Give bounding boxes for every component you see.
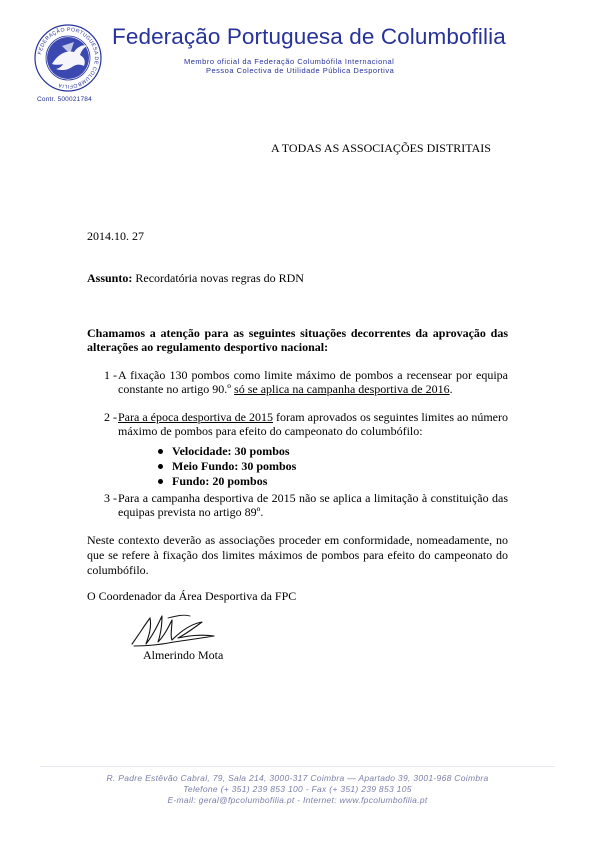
recipient-line: A TODAS AS ASSOCIAÇÕES DISTRITAIS xyxy=(271,141,491,155)
organization-subtitle-1: Membro oficial da Federação Columbófila Internacional xyxy=(184,57,395,66)
signer-name: Almerindo Mota xyxy=(143,648,224,662)
subject-label: Assunto: xyxy=(87,271,133,285)
federation-logo xyxy=(34,24,102,92)
list-item xyxy=(104,368,508,396)
subject-line xyxy=(87,271,304,286)
organization-name: Federação Portuguesa de Columbofilia xyxy=(112,24,506,49)
handwritten-signature xyxy=(128,606,228,650)
limit-fundo: Fundo: 20 pombos xyxy=(158,474,296,489)
footer-phone: Telefone (+ 351) 239 853 100 - Fax (+ 351) 239 853 105 xyxy=(183,784,412,794)
list-item xyxy=(104,410,508,438)
intro-paragraph: Chamamos a atenção para as seguintes situações decorrentes da aprovação das alterações ao regulamento desportivo nacional: xyxy=(87,326,508,354)
footer-divider xyxy=(40,766,555,767)
limit-velocidade: Velocidade: 30 pombos xyxy=(158,444,296,459)
subject-text: Recordatória novas regras do RDN xyxy=(132,271,304,285)
limit-meio-fundo: Meio Fundo: 30 pombos xyxy=(158,459,296,474)
logo-ring-text: FEDERAÇÃO PORTUGUESA DE COLUMBOFILIA xyxy=(37,26,100,90)
closing-line: O Coordenador da Área Desportiva da FPC xyxy=(87,589,297,603)
footer-address: R. Padre Estêvão Cabral, 79, Sala 214, 3000-317 Coimbra — Apartado 39, 3001-968 Coimbra xyxy=(106,773,489,783)
item-text: Para a campanha desportiva de 2015 não se aplica a limitação à constituição das equipas prevista no artigo 89º. xyxy=(118,491,508,519)
letter-date: 2014.10. 27 xyxy=(87,229,144,243)
tax-number: Contr. 500021784 xyxy=(37,96,92,103)
item-underlined-text: Para a época desportiva de 2015 xyxy=(118,410,273,424)
item-number: 2 - xyxy=(104,410,117,424)
item-text: A fixação 130 pombos como limite máximo de pombos a recensear por equipa constante no artigo 90.º xyxy=(118,368,508,396)
conclusion-paragraph: Neste contexto deverão as associações proceder em conformidade, nomeadamente, no que se refere à fixação dos limites máximos de pombos para efeito do campeonato do columbófilo. xyxy=(87,533,508,577)
item-underlined-text: só se aplica na campanha desportiva de 2016 xyxy=(234,382,450,396)
organization-subtitle-2: Pessoa Colectiva de Utilidade Pública Desportiva xyxy=(206,66,395,75)
item-number: 3 - xyxy=(104,491,117,505)
footer-contact: E-mail: geral@fpcolumbofilia.pt - Internet: www.fpcolumbofilia.pt xyxy=(167,795,428,805)
item-number: 1 - xyxy=(104,368,117,382)
item-text: foram aprovados os seguintes limites ao número máximo de pombos para efeito do campeonato do columbófilo: xyxy=(118,410,508,438)
item-text-end: . xyxy=(449,382,453,396)
limits-list xyxy=(158,444,296,489)
list-item xyxy=(104,491,508,519)
